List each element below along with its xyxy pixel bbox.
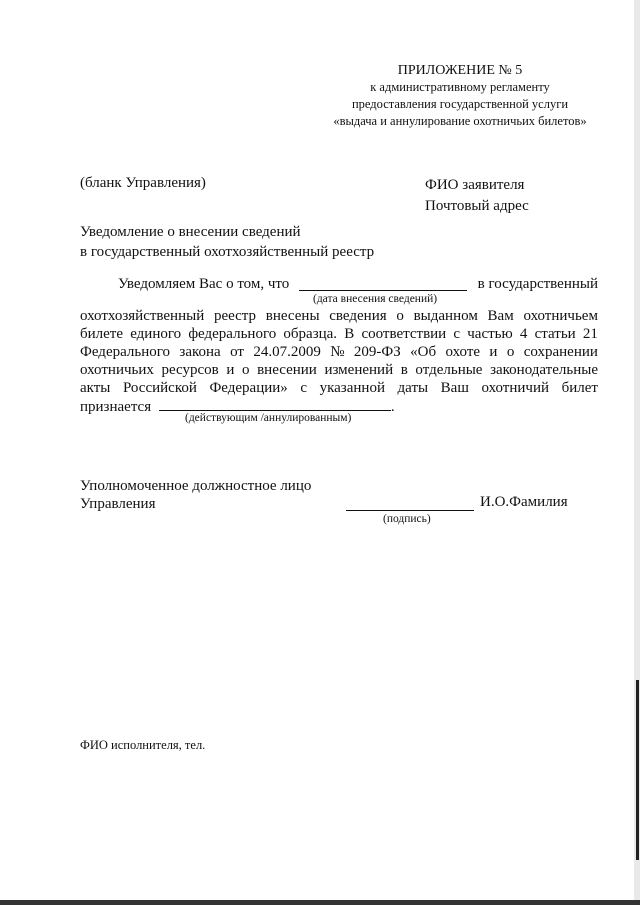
appendix-title: ПРИЛОЖЕНИЕ № 5: [397, 63, 523, 78]
notice-title-line-1: Уведомление о внесении сведений: [80, 224, 301, 240]
body-line-4: [80, 344, 598, 361]
signatory-title-line-1: Уполномоченное должностное лицо: [80, 478, 312, 494]
body-line-4-text: Федерального закона от 24.07.2009 № 209-ФЗ «Об охоте и о сохранении: [80, 344, 598, 360]
appendix-line-3: «выдача и аннулирование охотничьих билетов»: [333, 114, 587, 128]
body-line-2: [80, 308, 598, 325]
appendix-block: [320, 62, 600, 130]
signature-line: [346, 510, 474, 511]
body-line-2-text: охотхозяйственный реестр внесены сведения о выданном Вам охотничьем: [80, 308, 598, 324]
signatory-name: И.О.Фамилия: [480, 494, 568, 510]
recipient-address: Почтовый адрес: [425, 198, 529, 214]
notice-title: [80, 222, 374, 262]
date-caption: (дата внесения сведений): [313, 293, 438, 305]
signatory-block: [80, 477, 311, 513]
appendix-line-1: к административному регламенту: [370, 80, 550, 94]
body-line-3-text: билете единого федерального образца. В соответствии с частью 4 статьи 21: [80, 326, 598, 342]
appendix-line-2: предоставления государственной услуги: [351, 97, 569, 111]
body-line-5: [80, 362, 598, 379]
body-line-6: [80, 380, 598, 397]
status-blank-line: [159, 396, 391, 411]
notice-title-line-2: в государственный охотхозяйственный реестр: [80, 244, 375, 260]
executor-info: ФИО исполнителя, тел.: [80, 738, 206, 752]
letterhead-placeholder: (бланк Управления): [80, 175, 206, 191]
signatory-title-line-2: Управления: [80, 496, 156, 512]
body-line-6-text: акты Российской Федерации» с указанной даты Ваш охотничий билет: [80, 380, 598, 396]
body-line-3: [80, 326, 598, 343]
status-caption: (действующим /аннулированным): [185, 412, 352, 424]
body-line-7-start: признается: [80, 399, 152, 415]
body-line-7-end: .: [390, 399, 395, 415]
scan-shadow-right: [636, 680, 639, 860]
date-blank-line: [299, 276, 467, 291]
body-line-1: [118, 276, 598, 293]
body-line-1-start: Уведомляем Вас о том, что: [118, 276, 290, 292]
recipient-name: ФИО заявителя: [425, 177, 525, 193]
scan-edge-bottom: [0, 900, 640, 905]
recipient-block: [425, 175, 529, 217]
body-line-5-text: охотничьих ресурсов и о внесении изменений в отдельные законодательные: [80, 362, 598, 378]
signature-caption: (подпись): [383, 513, 431, 525]
body-line-1-end: в государственный: [477, 276, 598, 292]
